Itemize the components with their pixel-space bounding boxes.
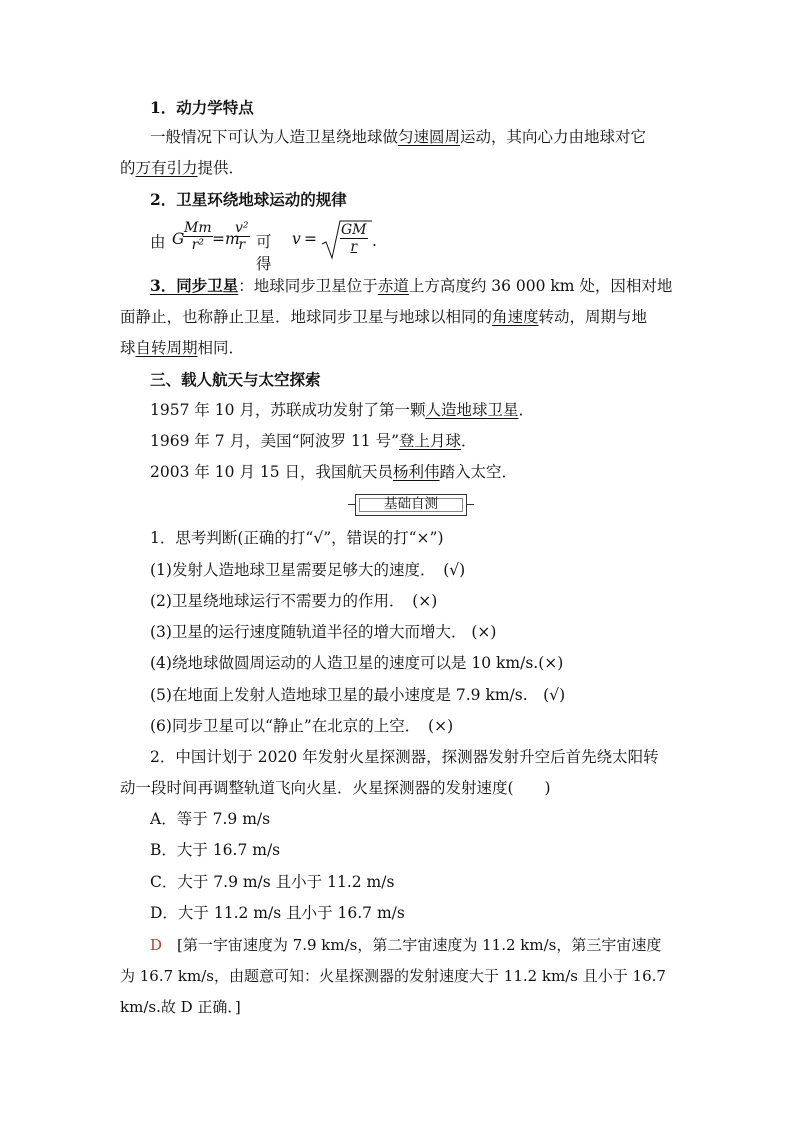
answer-line: km/s.故 D 正确．] [120, 998, 241, 1016]
option-a: A．等于 7.9 m/s [150, 810, 271, 828]
option-d: D．大于 11.2 m/s 且小于 16.7 m/s [150, 904, 405, 922]
list-item: (3)卫星的运行速度随轨道半径的增大而增大． (×) [150, 623, 497, 641]
answer-line: 为 16.7 km/s，由题意可知：火星探测器的发射速度大于 11.2 km/s 且小于 16.7 [120, 967, 666, 985]
document-page: 1．动力学特点 一般情况下可认为人造卫星绕地球做匀速圆周运动，其向心力由地球对它 的万有引力提供． 2．卫星环绕地球运动的规律 由 G $\frac{Mm}{\text{r²}}$ =m $\frac{\text{v²}}{r}$ 可得 v = $\frac{GM}{r}$ . 3．同步卫星：地球同步卫星位于赤道上方高度约 36 000 km 处，因相对地 面静止，也称静止卫星．地球同步卫星与地球以相同的角速度转动，周期与地 球自转周期相同． 三、载人航天与太空探索 1957 年 10 月，苏联成功发射了第一颗人造地球卫星． 1969 年 7 月，美国“阿波罗 11 号”登上月球． 2003 年 10 月 15 日，我国航天员杨利伟踏入太空． 基础自测 1．思考判断(正确的打“√”，错误的打“×”) (1)发射人造地球卫星需要足够大的速度． (√) (2)卫星绕地球运行不需要力的作用． (×) (3)卫星的运行速度随轨道半径的增大而增大． (×) (4)绕地球做圆周运动的人造卫星的速度可以是 10 km/s.(×) (5)在地面上发射人造地球卫星的最小速度是 7.9 km/s. (√) (6)同步卫星可以“静止”在北京的上空． (×) 2．中国计划于 2020 年发射火星探测器，探测器发射升空后首先绕太阳转 动一段时间再调整轨道飞向火星．火星探测器的发射速度( ) A．等于 7.9 m/s B．大于 16.7 m/s C．大于 7.9 m/s 且小于 11.2 m/s D．大于 11.2 m/s 且小于 16.7 m/s D [第一宇宙速度为 7.9 km/s，第二宇宙速度为 11.2 km/s，第三宇宙速度 为 16.7 km/s，由题意可知：火星探测器的发射速度大于 11.2 km/s 且小于 16.7 km/s.故 D 正确．] [0, 0, 794, 1123]
blank-answer: 登上月球 [399, 432, 462, 450]
blank-answer: 匀速圆周 [398, 128, 461, 146]
blank-answer: 杨利伟 [393, 463, 440, 481]
heading-orbit-law: 2．卫星环绕地球运动的规律 [150, 190, 347, 209]
list-item: (5)在地面上发射人造地球卫星的最小速度是 7.9 km/s. (√) [150, 686, 566, 704]
list-item: (1)发射人造地球卫星需要足够大的速度． (√) [150, 561, 466, 579]
answer-line: D [第一宇宙速度为 7.9 km/s，第二宇宙速度为 11.2 km/s，第三宇宙速度 [150, 936, 662, 954]
option-b: B．大于 16.7 m/s [150, 841, 281, 859]
heading-space-exploration: 三、载人航天与太空探索 [150, 370, 321, 389]
event-2003: 2003 年 10 月 15 日，我国航天员杨利伟踏入太空． [150, 463, 518, 481]
blank-answer: 赤道 [377, 277, 409, 295]
blank-answer: 人造地球卫星 [425, 401, 519, 419]
blank-answer: 万有引力 [135, 159, 198, 177]
question-2-stem: 2．中国计划于 2020 年发射火星探测器，探测器发射升空后首先绕太阳转 [150, 748, 659, 766]
list-item: (2)卫星绕地球运行不需要力的作用． (×) [150, 592, 438, 610]
fraction-root: $\frac{GM}{r}$ [341, 222, 367, 255]
paragraph-line: 的万有引力提供． [120, 159, 245, 177]
paragraph-line: 3．同步卫星：地球同步卫星位于赤道上方高度约 36 000 km 处，因相对地 [150, 276, 673, 295]
list-item: (6)同步卫星可以“静止”在北京的上空． (×) [150, 717, 454, 735]
heading-dynamics: 1．动力学特点 [150, 98, 254, 117]
fraction-centripetal: $\frac{\text{v²}}{r}$ [235, 220, 249, 253]
fraction-gravity: $\frac{Mm}{\text{r²}}$ [184, 220, 212, 253]
question-1-stem: 1．思考判断(正确的打“√”，错误的打“×”) [150, 529, 444, 547]
event-1957: 1957 年 10 月，苏联成功发射了第一颗人造地球卫星． [150, 401, 534, 419]
event-1969: 1969 年 7 月，美国“阿波罗 11 号”登上月球． [150, 432, 477, 450]
blank-answer: 自转周期 [135, 339, 198, 357]
list-item: (4)绕地球做圆周运动的人造卫星的速度可以是 10 km/s.(×) [150, 654, 564, 672]
paragraph-line: 一般情况下可认为人造卫星绕地球做匀速圆周运动，其向心力由地球对它 [150, 128, 647, 146]
section-badge: 基础自测 [355, 494, 467, 516]
question-2-stem-cont: 动一段时间再调整轨道飞向火星．火星探测器的发射速度( ) [120, 779, 551, 797]
term-sync-satellite: 3．同步卫星 [150, 276, 239, 295]
paragraph-line: 面静止，也称静止卫星．地球同步卫星与地球以相同的角速度转动，周期与地 [120, 308, 648, 326]
blank-answer: 角速度 [492, 308, 539, 326]
option-c: C．大于 7.9 m/s 且小于 11.2 m/s [150, 873, 395, 891]
paragraph-line: 球自转周期相同． [120, 339, 245, 357]
answer-letter: D [150, 936, 163, 954]
